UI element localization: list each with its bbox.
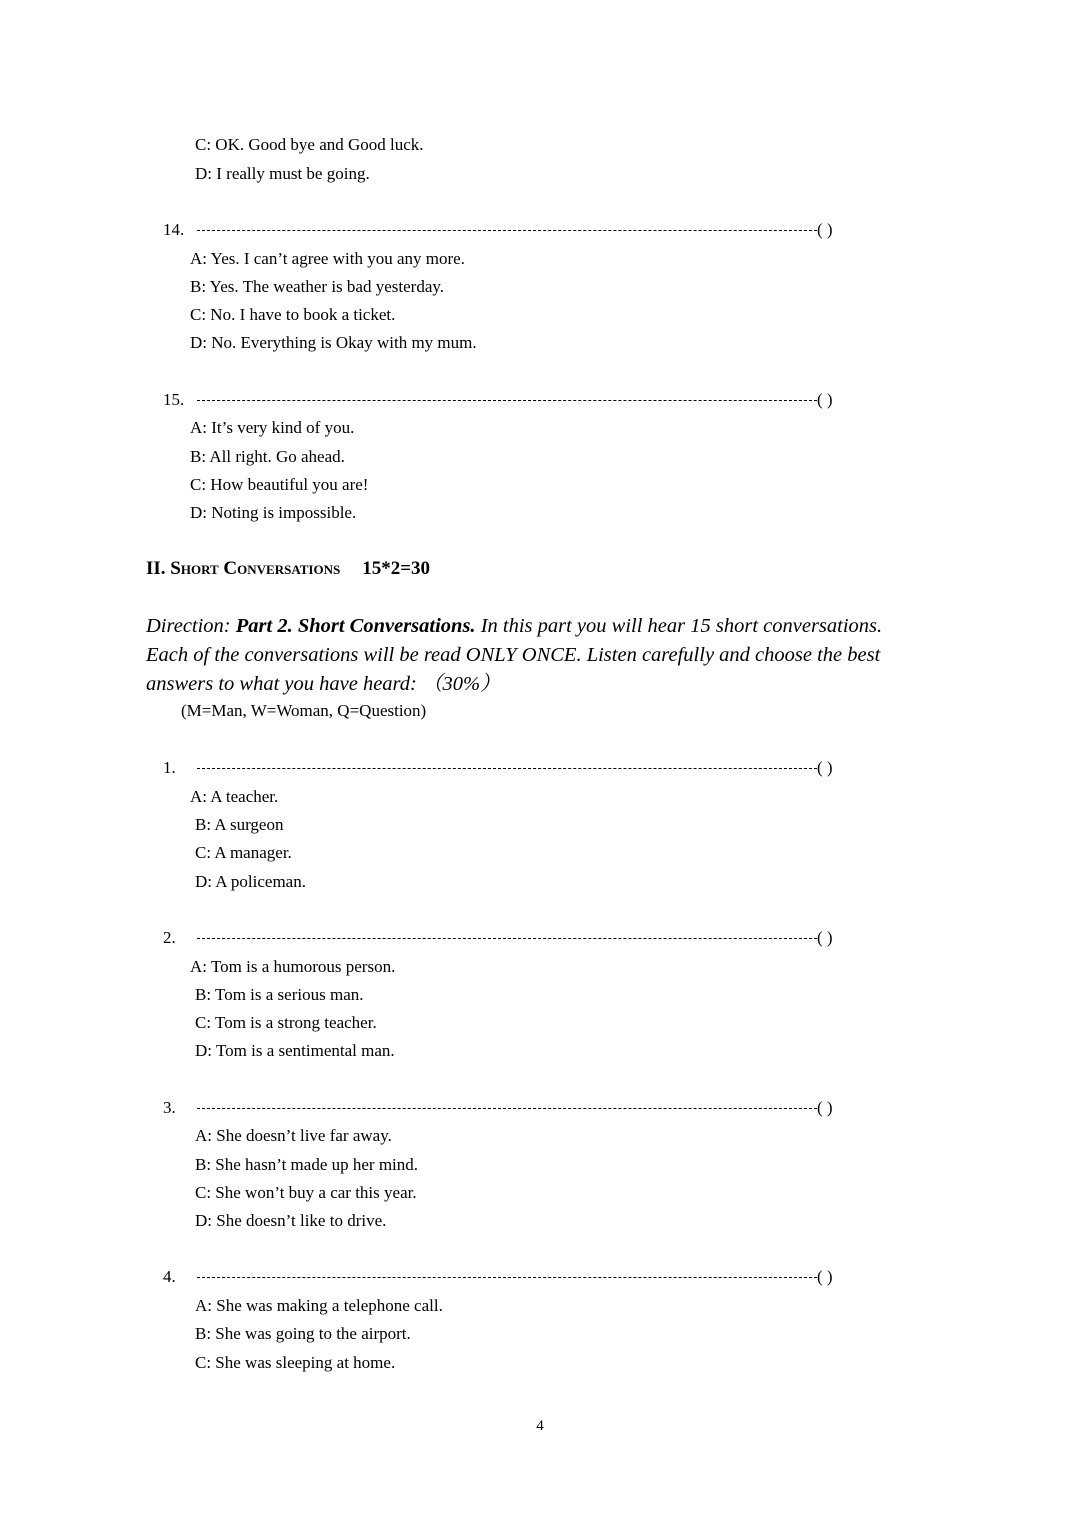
option-c: C: Tom is a strong teacher. — [195, 1013, 377, 1032]
option-a: A: Tom is a humorous person. — [190, 957, 396, 976]
answer-bracket: ( ) — [817, 390, 833, 409]
direction-paragraph — [146, 612, 906, 699]
answer-dash-line — [197, 400, 817, 401]
question-number: 15. — [163, 390, 185, 409]
option-d: D: I really must be going. — [195, 164, 370, 183]
section-heading — [146, 558, 430, 580]
direction-text: In this part you will hear 15 short conversations. Each of the conversations will be read ONLY ONCE. Listen carefully and choose the best answers to what you have heard: （30%） — [146, 615, 883, 695]
answer-dash-line — [197, 1108, 817, 1109]
section-title: II. Short Conversations — [146, 558, 341, 579]
option-b: B: A surgeon — [195, 815, 284, 834]
option-b: B: All right. Go ahead. — [190, 447, 345, 466]
option-b: B: She hasn’t made up her mind. — [195, 1155, 419, 1174]
option-a: A: A teacher. — [190, 787, 279, 806]
option-d: D: She doesn’t like to drive. — [195, 1211, 387, 1230]
option-c: C: She won’t buy a car this year. — [195, 1183, 417, 1202]
answer-bracket: ( ) — [817, 220, 833, 239]
direction-label: Direction: — [146, 615, 231, 637]
answer-bracket: ( ) — [817, 1098, 833, 1117]
option-b: B: She was going to the airport. — [195, 1324, 411, 1343]
option-b: B: Yes. The weather is bad yesterday. — [190, 277, 445, 296]
question-number: 4. — [163, 1267, 176, 1286]
option-b: B: Tom is a serious man. — [195, 985, 364, 1004]
answer-bracket: ( ) — [817, 928, 833, 947]
answer-bracket: ( ) — [817, 758, 833, 777]
direction-part-title: Part 2. Short Conversations. — [235, 615, 476, 637]
question-number: 14. — [163, 220, 185, 239]
answer-dash-line — [197, 1277, 817, 1278]
option-d: D: Tom is a sentimental man. — [195, 1041, 395, 1060]
option-a: A: She doesn’t live far away. — [195, 1126, 392, 1145]
question-number: 2. — [163, 928, 176, 947]
option-d: D: A policeman. — [195, 872, 306, 891]
option-c: C: She was sleeping at home. — [195, 1353, 396, 1372]
question-number: 3. — [163, 1098, 176, 1117]
option-a: A: Yes. I can’t agree with you any more. — [190, 249, 465, 268]
option-c: C: OK. Good bye and Good luck. — [195, 135, 424, 154]
option-c: C: A manager. — [195, 843, 292, 862]
answer-dash-line — [197, 230, 817, 231]
answer-bracket: ( ) — [817, 1267, 833, 1286]
answer-dash-line — [197, 768, 817, 769]
speaker-legend: (M=Man, W=Woman, Q=Question) — [181, 701, 427, 720]
option-c: C: No. I have to book a ticket. — [190, 305, 396, 324]
answer-dash-line — [197, 938, 817, 939]
option-a: A: She was making a telephone call. — [195, 1296, 443, 1315]
option-d: D: No. Everything is Okay with my mum. — [190, 333, 477, 352]
option-a: A: It’s very kind of you. — [190, 418, 355, 437]
option-d: D: Noting is impossible. — [190, 503, 357, 522]
section-score: 15*2=30 — [362, 558, 431, 579]
page-number: 4 — [536, 1418, 544, 1434]
question-number: 1. — [163, 758, 176, 777]
option-c: C: How beautiful you are! — [190, 475, 369, 494]
